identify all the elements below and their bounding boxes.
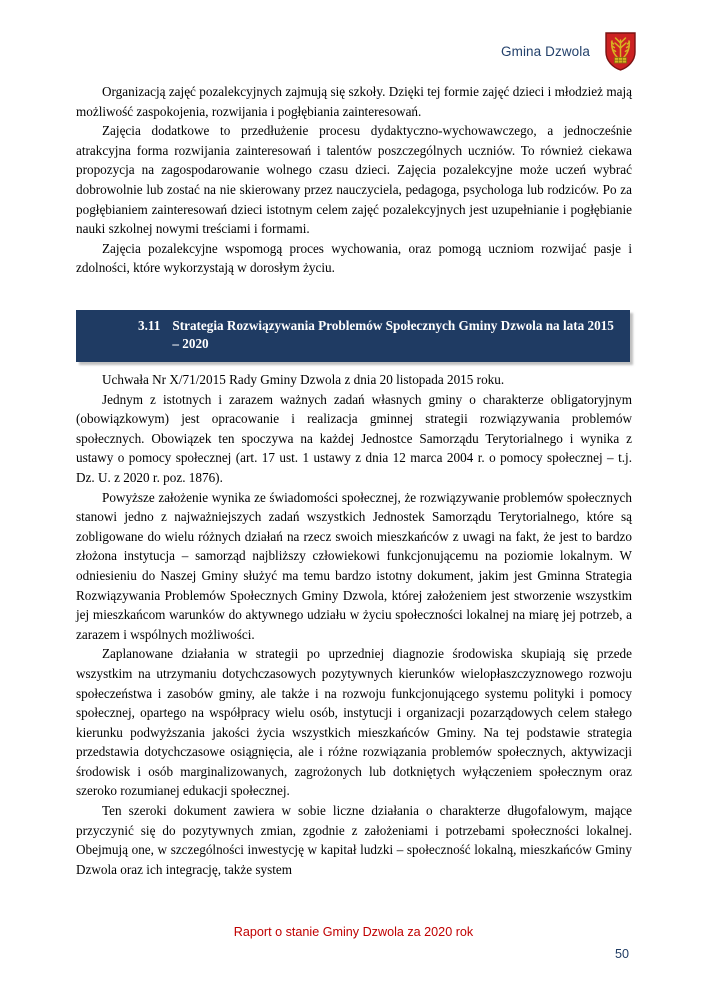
paragraph: Ten szeroki dokument zawiera w sobie liczne działania o charakterze długofalowym, mające przyczynić się do pozytywnych zmian, zgodnie z założeniami i potrzebami społeczności lokalnej. Obejmują one, w szczególności inwestycję w kapitał ludzki – społeczność lokalną, mieszkańców Gminy Dzwola oraz ich integrację, także system [76, 803, 632, 877]
paragraph: Zajęcia dodatkowe to przedłużenie procesu dydaktyczno-wychowawczego, a jednocześnie atrakcyjna forma rozwijania zainteresowań i talentów poszczególnych uczniów. To również ciekawa propozycja na zagospodarowanie wolnego czasu dzieci. Zajęcia pozalekcyjne może uczeń wybrać dobrowolnie lub zostać na nie skierowany przez nauczyciela, pedagoga, psychologa lub rodziców. Po za pogłębianiem zainteresowań dzieci istotnym celem zajęć pozalekcyjnych jest uzupełnianie i pogłębianie nauki szkolnej nowymi treściami i formami. [76, 123, 632, 237]
section-heading-banner [76, 310, 630, 362]
paragraph: Jednym z istotnych i zarazem ważnych zadań własnych gminy o charakterze obligatoryjnym (obowiązkowym) jest opracowanie i realizacja gminnej strategii rozwiązywania problemów społecznych. Obowiązek ten spoczywa na każdej Jednostce Samorządu Terytorialnego i wynika z ustawy o pomocy społecznej (art. 17 ust. 1 ustawy z dnia 12 marca 2004 r. o pomocy społecznej – t.j. Dz. U. z 2020 r. poz. 1876). [76, 391, 632, 485]
paragraph: Organizacją zajęć pozalekcyjnych zajmują się szkoły. Dzięki tej formie zajęć dzieci i młodzież mają możliwość zaspokojenia, rozwijania i pogłębiania zainteresowań. [76, 84, 632, 119]
page-header-title: Gmina Dzwola [501, 43, 590, 59]
paragraph: Powyższe założenie wynika ze świadomości społecznej, że rozwiązywanie problemów społecznych stanowi jedno z najważniejszych zadań wszystkich Jednostek Samorządu Terytorialnego, które są zobligowane do wielu różnych działań na rzecz swoich mieszkańców z uwagi na fakt, że jest to bardzo złożona instytucja – samorząd najbliższy człowiekowi funkcjonującemu na poziomie lokalnym. W odniesieniu do Naszej Gminy służyć ma temu bardzo istotny dokument, jakim jest Gminna Strategia Rozwiązywania Problemów Społecznych Gminy Dzwola, której założeniem jest stworzenie wszystkim jej mieszkańcom warunków do aktywnego udziału w życiu społeczności lokalnej na miarę jej potrzeb, a zarazem i wspólnych możliwości. [76, 489, 632, 642]
paragraph: Uchwała Nr X/71/2015 Rady Gminy Dzwola z dnia 20 listopada 2015 roku. [102, 372, 505, 387]
body-text-upper [76, 82, 632, 278]
paragraph: Zaplanowane działania w strategii po uprzedniej diagnozie środowiska skupiają się przede wszystkim na utrzymaniu dotychczasowych pozytywnych kierunków wielopłaszczyznowego rozwoju społeczeństwa i zasobów gminy, ale także i na rozwoju funkcjonującego systemu polityki i pomocy społecznej, opartego na współpracy wielu osób, instytucji i organizacji pozarządowych celem stałego kierunku podwyższania jakości życia wszystkich mieszkańców Gminy. Na tej podstawie strategia przedstawia dotychczasowe osiągnięcia, ale i różne rozwiązania problemów społecznych, aktywizacji środowisk i osób marginalizowanych, zagrożonych lub dotkniętych wyłączeniem społecznym oraz szeroko rozumianej edukacji społecznej. [76, 646, 632, 799]
page-footer [0, 925, 707, 985]
section-number: 3.11 [138, 318, 161, 333]
paragraph: Zajęcia pozalekcyjne wspomogą proces wychowania, oraz pomogą uczniom rozwijać pasje i zdolności, które wykorzystają w dorosłym życiu. [76, 240, 632, 276]
page-header [0, 28, 707, 74]
body-text-lower [76, 370, 632, 879]
section-title: Strategia Rozwiązywania Problemów Społecznych Gminy Dzwola na lata 2015 – 2020 [172, 318, 614, 351]
coat-of-arms-icon [604, 32, 637, 71]
page-number: 50 [614, 947, 629, 961]
footer-report-title: Raport o stanie Gminy Dzwola za 2020 rok [233, 925, 474, 939]
